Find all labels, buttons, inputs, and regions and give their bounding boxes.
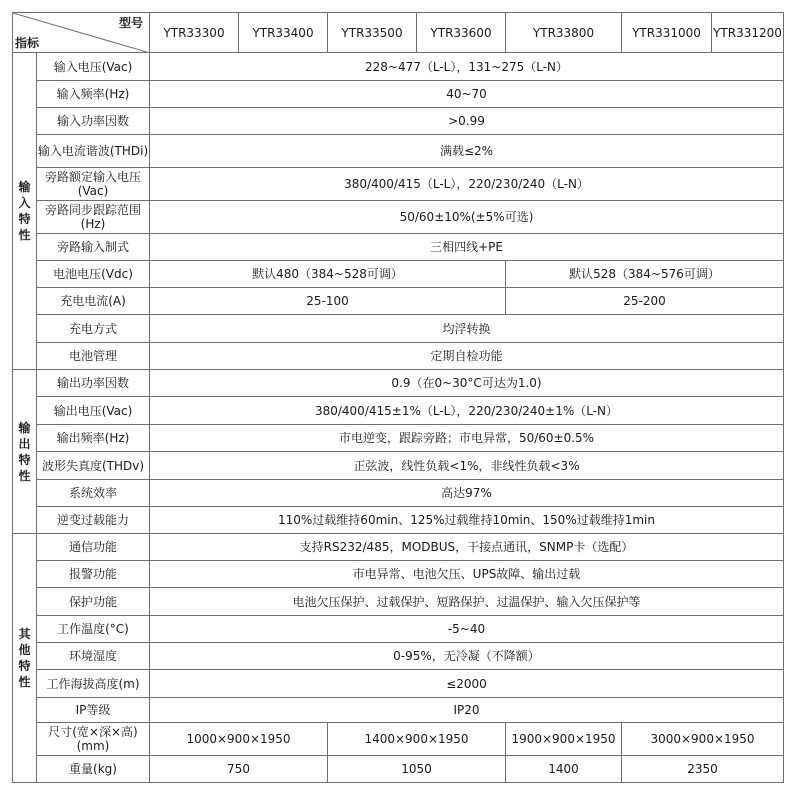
table-row [13, 480, 784, 507]
spec-value: 市电异常、电池欠压、UPS故障、输出过载 [150, 561, 784, 588]
table-row [13, 315, 784, 343]
spec-value: 228~477（L-L），131~275（L-N） [150, 53, 784, 81]
group-label-input: 输 入 特 性 [13, 53, 37, 370]
spec-label: 输入电流谐波(THDi) [37, 135, 150, 168]
table-row [13, 698, 784, 723]
spec-label: 尺寸(宽×深×高)(mm) [37, 723, 150, 756]
spec-value: IP20 [150, 698, 784, 723]
spec-label: 输出电压(Vac) [37, 397, 150, 425]
spec-label: 电池电压(Vdc) [37, 261, 150, 288]
spec-label: 波形失真度(THDv) [37, 452, 150, 480]
spec-value: 40~70 [150, 81, 784, 108]
spec-label: 报警功能 [37, 561, 150, 588]
table-row [13, 135, 784, 168]
table-row [13, 561, 784, 588]
spec-label: 充电电流(A) [37, 288, 150, 315]
table-row [13, 756, 784, 783]
table-row [13, 261, 784, 288]
spec-label: 重量(kg) [37, 756, 150, 783]
spec-table [12, 12, 784, 783]
table-row [13, 397, 784, 425]
table-row [13, 343, 784, 370]
spec-value: 满载≤2% [150, 135, 784, 168]
model-header: YTR33500 [328, 13, 417, 53]
spec-label: 输入频率(Hz) [37, 81, 150, 108]
spec-value: 高达97% [150, 480, 784, 507]
table-row [13, 616, 784, 643]
spec-value: 均浮转换 [150, 315, 784, 343]
spec-label: 通信功能 [37, 534, 150, 561]
spec-value: 0.9（在0~30°C可达为1.0) [150, 370, 784, 397]
table-row [13, 507, 784, 534]
model-header: YTR33800 [506, 13, 622, 53]
spec-label: 工作海拔高度(m) [37, 670, 150, 698]
index-axis-label: 指标 [15, 36, 40, 50]
spec-value: 3000×900×1950 [622, 723, 784, 756]
spec-label: 逆变过载能力 [37, 507, 150, 534]
spec-label: 系统效率 [37, 480, 150, 507]
group-label-output: 输 出 特 性 [13, 370, 37, 534]
spec-value: 定期自检功能 [150, 343, 784, 370]
spec-value: 0-95%，无冷凝（不降额） [150, 643, 784, 670]
table-row [13, 723, 784, 756]
spec-value: 正弦波，线性负载<1%，非线性负载<3% [150, 452, 784, 480]
spec-value: 750 [150, 756, 328, 783]
spec-value: 2350 [622, 756, 784, 783]
header-row [13, 13, 784, 53]
spec-value: 25-100 [150, 288, 506, 315]
spec-value: 1050 [328, 756, 506, 783]
spec-value: 1400 [506, 756, 622, 783]
spec-value: 25-200 [506, 288, 784, 315]
table-row [13, 53, 784, 81]
table-row [13, 534, 784, 561]
spec-value: >0.99 [150, 108, 784, 135]
header-corner-cell [13, 13, 150, 53]
table-row [13, 425, 784, 452]
model-axis-label: 型号 [118, 16, 143, 30]
table-row [13, 81, 784, 108]
model-header: YTR33400 [239, 13, 328, 53]
table-row [13, 588, 784, 616]
spec-label: 旁路额定输入电压(Vac) [37, 168, 150, 201]
model-header: YTR33600 [417, 13, 506, 53]
spec-value: 380/400/415±1%（L-L），220/230/240±1%（L-N） [150, 397, 784, 425]
spec-label: 电池管理 [37, 343, 150, 370]
table-row [13, 108, 784, 135]
spec-value: 默认528（384~576可调） [506, 261, 784, 288]
table-row [13, 643, 784, 670]
spec-value: 市电逆变，跟踪旁路；市电异常，50/60±0.5% [150, 425, 784, 452]
spec-label: 输出频率(Hz) [37, 425, 150, 452]
spec-label: 环境湿度 [37, 643, 150, 670]
spec-label: 旁路输入制式 [37, 234, 150, 261]
spec-value: 支持RS232/485，MODBUS，干接点通讯，SNMP卡（选配） [150, 534, 784, 561]
table-row [13, 670, 784, 698]
spec-value: 380/400/415（L-L），220/230/240（L-N） [150, 168, 784, 201]
spec-value: 50/60±10%(±5%可选) [150, 201, 784, 234]
spec-label: 工作温度(°C) [37, 616, 150, 643]
spec-label: 保护功能 [37, 588, 150, 616]
spec-label: 旁路同步跟踪范围(Hz) [37, 201, 150, 234]
spec-value: 1000×900×1950 [150, 723, 328, 756]
spec-value: ≤2000 [150, 670, 784, 698]
spec-value: 三相四线+PE [150, 234, 784, 261]
spec-label: IP等级 [37, 698, 150, 723]
table-row [13, 234, 784, 261]
model-header: YTR331200 [712, 13, 784, 53]
table-row [13, 452, 784, 480]
group-label-other: 其 他 特 性 [13, 534, 37, 783]
table-row [13, 168, 784, 201]
model-header: YTR331000 [622, 13, 712, 53]
table-row [13, 201, 784, 234]
spec-value: 1400×900×1950 [328, 723, 506, 756]
spec-label: 输入电压(Vac) [37, 53, 150, 81]
spec-label: 充电方式 [37, 315, 150, 343]
spec-value: 默认480（384~528可调） [150, 261, 506, 288]
spec-value: 110%过载维持60min、125%过载维持10min、150%过载维持1min [150, 507, 784, 534]
spec-label: 输入功率因数 [37, 108, 150, 135]
table-row [13, 288, 784, 315]
spec-value: 1900×900×1950 [506, 723, 622, 756]
table-row [13, 370, 784, 397]
spec-value: 电池欠压保护、过载保护、短路保护、过温保护、输入欠压保护等 [150, 588, 784, 616]
spec-label: 输出功率因数 [37, 370, 150, 397]
model-header: YTR33300 [150, 13, 239, 53]
spec-value: -5~40 [150, 616, 784, 643]
